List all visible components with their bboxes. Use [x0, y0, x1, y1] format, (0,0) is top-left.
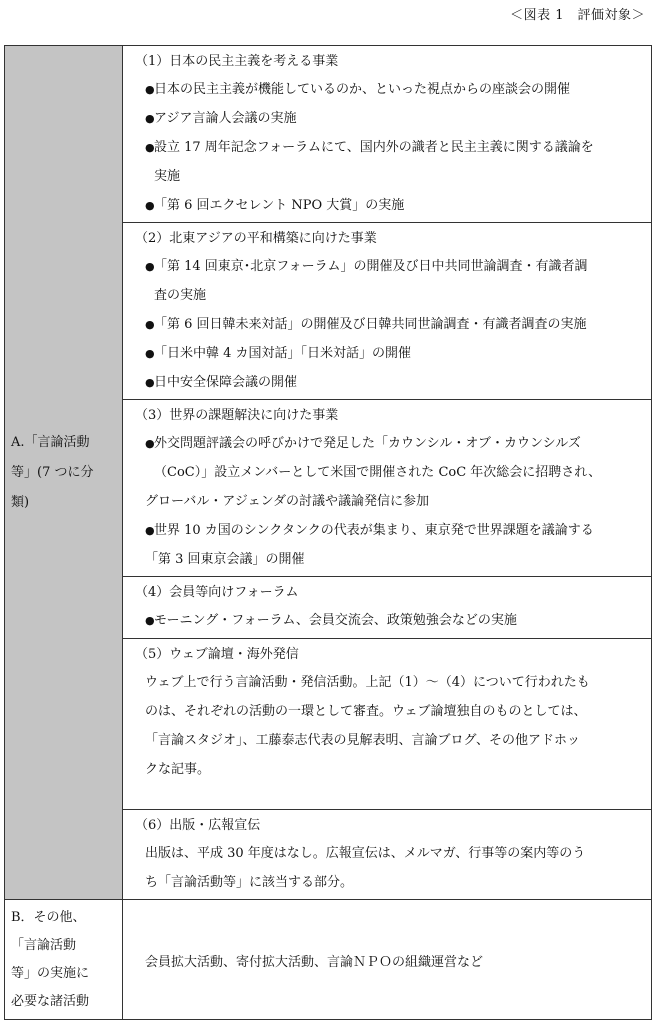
bullet-item: ●「第 6 回エクセレント NPO 大賞」の実施 [135, 191, 643, 220]
category-b-label-line: 「言論活動 [11, 937, 77, 953]
table-row [5, 900, 652, 1020]
bullet-icon: ● [145, 524, 155, 537]
bullet-item: ●日本の民主主義が機能しているのか、といった視点からの座談会の開催 [135, 75, 643, 104]
section-4-cell [123, 577, 652, 639]
bullet-icon: ● [145, 437, 155, 450]
bullet-item: ●「第 14 回東京･北京フォーラム」の開催及び日中共同世論調査・有識者調 査の実施 [135, 252, 643, 310]
bullet-item: ●アジア言論人会議の実施 [135, 104, 643, 133]
bullet-icon: ● [145, 112, 155, 125]
bullet-item: ●世界 10 カ国のシンクタンクの代表が集まり、東京発で世界課題を議論する 「第 3 回東京会議」の開催 [135, 516, 643, 574]
section-3-cell [123, 400, 652, 577]
section-title: （3）世界の課題解決に向けた事業 [135, 408, 339, 423]
bullet-icon: ● [145, 83, 155, 96]
bullet-icon: ● [145, 318, 155, 331]
section-paragraph-line: 「言論スタジオ」、工藤泰志代表の見解表明、言論ブログ、その他アドホッ [145, 733, 580, 748]
table-row [5, 46, 652, 223]
category-b-label-line: 必要な諸活動 [11, 993, 90, 1009]
section-1-cell [123, 46, 652, 223]
section-title: （2）北東アジアの平和構築に向けた事業 [135, 231, 377, 246]
category-a-label-line: 等」(7 つに分 [11, 464, 94, 480]
category-a-cell [5, 46, 123, 900]
section-paragraph-line: ウェブ上で行う言論活動・発信活動。上記（1）～（4）について行われたも [145, 675, 590, 690]
section-paragraph-line: 出版は、平成 30 年度はなし。広報宣伝は、メルマガ、行事等の案内等のう [145, 846, 586, 861]
section-paragraph-line: のは、それぞれの活動の一環として審査。ウェブ論壇独自のものとしては、 [145, 704, 587, 719]
table-caption: ＜図表 1 評価対象＞ [510, 8, 645, 23]
category-b-cell [5, 900, 123, 1020]
bullet-item: ●日中安全保障会議の開催 [135, 368, 643, 397]
bullet-icon: ● [145, 347, 155, 360]
bullet-item: ●外交問題評議会の呼びかけで発足した「カウンシル・オブ・カウンシルズ （CoC）」設立メンバーとして米国で開催された CoC 年次総会に招聘され、 グローバル・アジェンダの討議や議論発信に参加 [135, 429, 643, 516]
bullet-icon: ● [145, 260, 155, 273]
category-a-label-line: 類) [11, 494, 30, 510]
section-title: （6）出版・広報宣伝 [135, 818, 261, 833]
bullet-item: ●モーニング・フォーラム、会員交流会、政策勉強会などの実施 [135, 606, 643, 635]
section-paragraph-line: ち「言論活動等」に該当する部分。 [145, 875, 354, 890]
bullet-item: ●「日米中韓 4 カ国対話」「日米対話」の開催 [135, 339, 643, 368]
category-a-label-line: A.「言論活動 [11, 434, 90, 450]
bullet-icon: ● [145, 376, 155, 389]
bullet-item: ●設立 17 周年記念フォーラムにて、国内外の識者と民主主義に関する議論を 実施 [135, 133, 643, 191]
section-6-cell [123, 810, 652, 900]
section-title: （5）ウェブ論壇・海外発信 [135, 647, 299, 662]
category-b-label-line: B．その他、 [11, 909, 86, 925]
section-title: （4）会員等向けフォーラム [135, 585, 299, 600]
section-2-cell [123, 223, 652, 400]
bullet-icon: ● [145, 614, 155, 627]
section-paragraph-line: クな記事。 [145, 762, 211, 777]
section-5-cell [123, 639, 652, 810]
category-b-content: 会員拡大活動、寄付拡大活動、言論ＮＰＯの組織運営など [145, 954, 484, 970]
category-b-content-cell [123, 900, 652, 1020]
bullet-icon: ● [145, 199, 155, 212]
evaluation-table [4, 45, 652, 1020]
bullet-icon: ● [145, 141, 155, 154]
section-title: （1）日本の民主主義を考える事業 [135, 54, 339, 69]
category-b-label-line: 等」の実施に [11, 965, 90, 981]
bullet-item: ●「第 6 回日韓未来対話」の開催及び日韓共同世論調査・有識者調査の実施 [135, 310, 643, 339]
